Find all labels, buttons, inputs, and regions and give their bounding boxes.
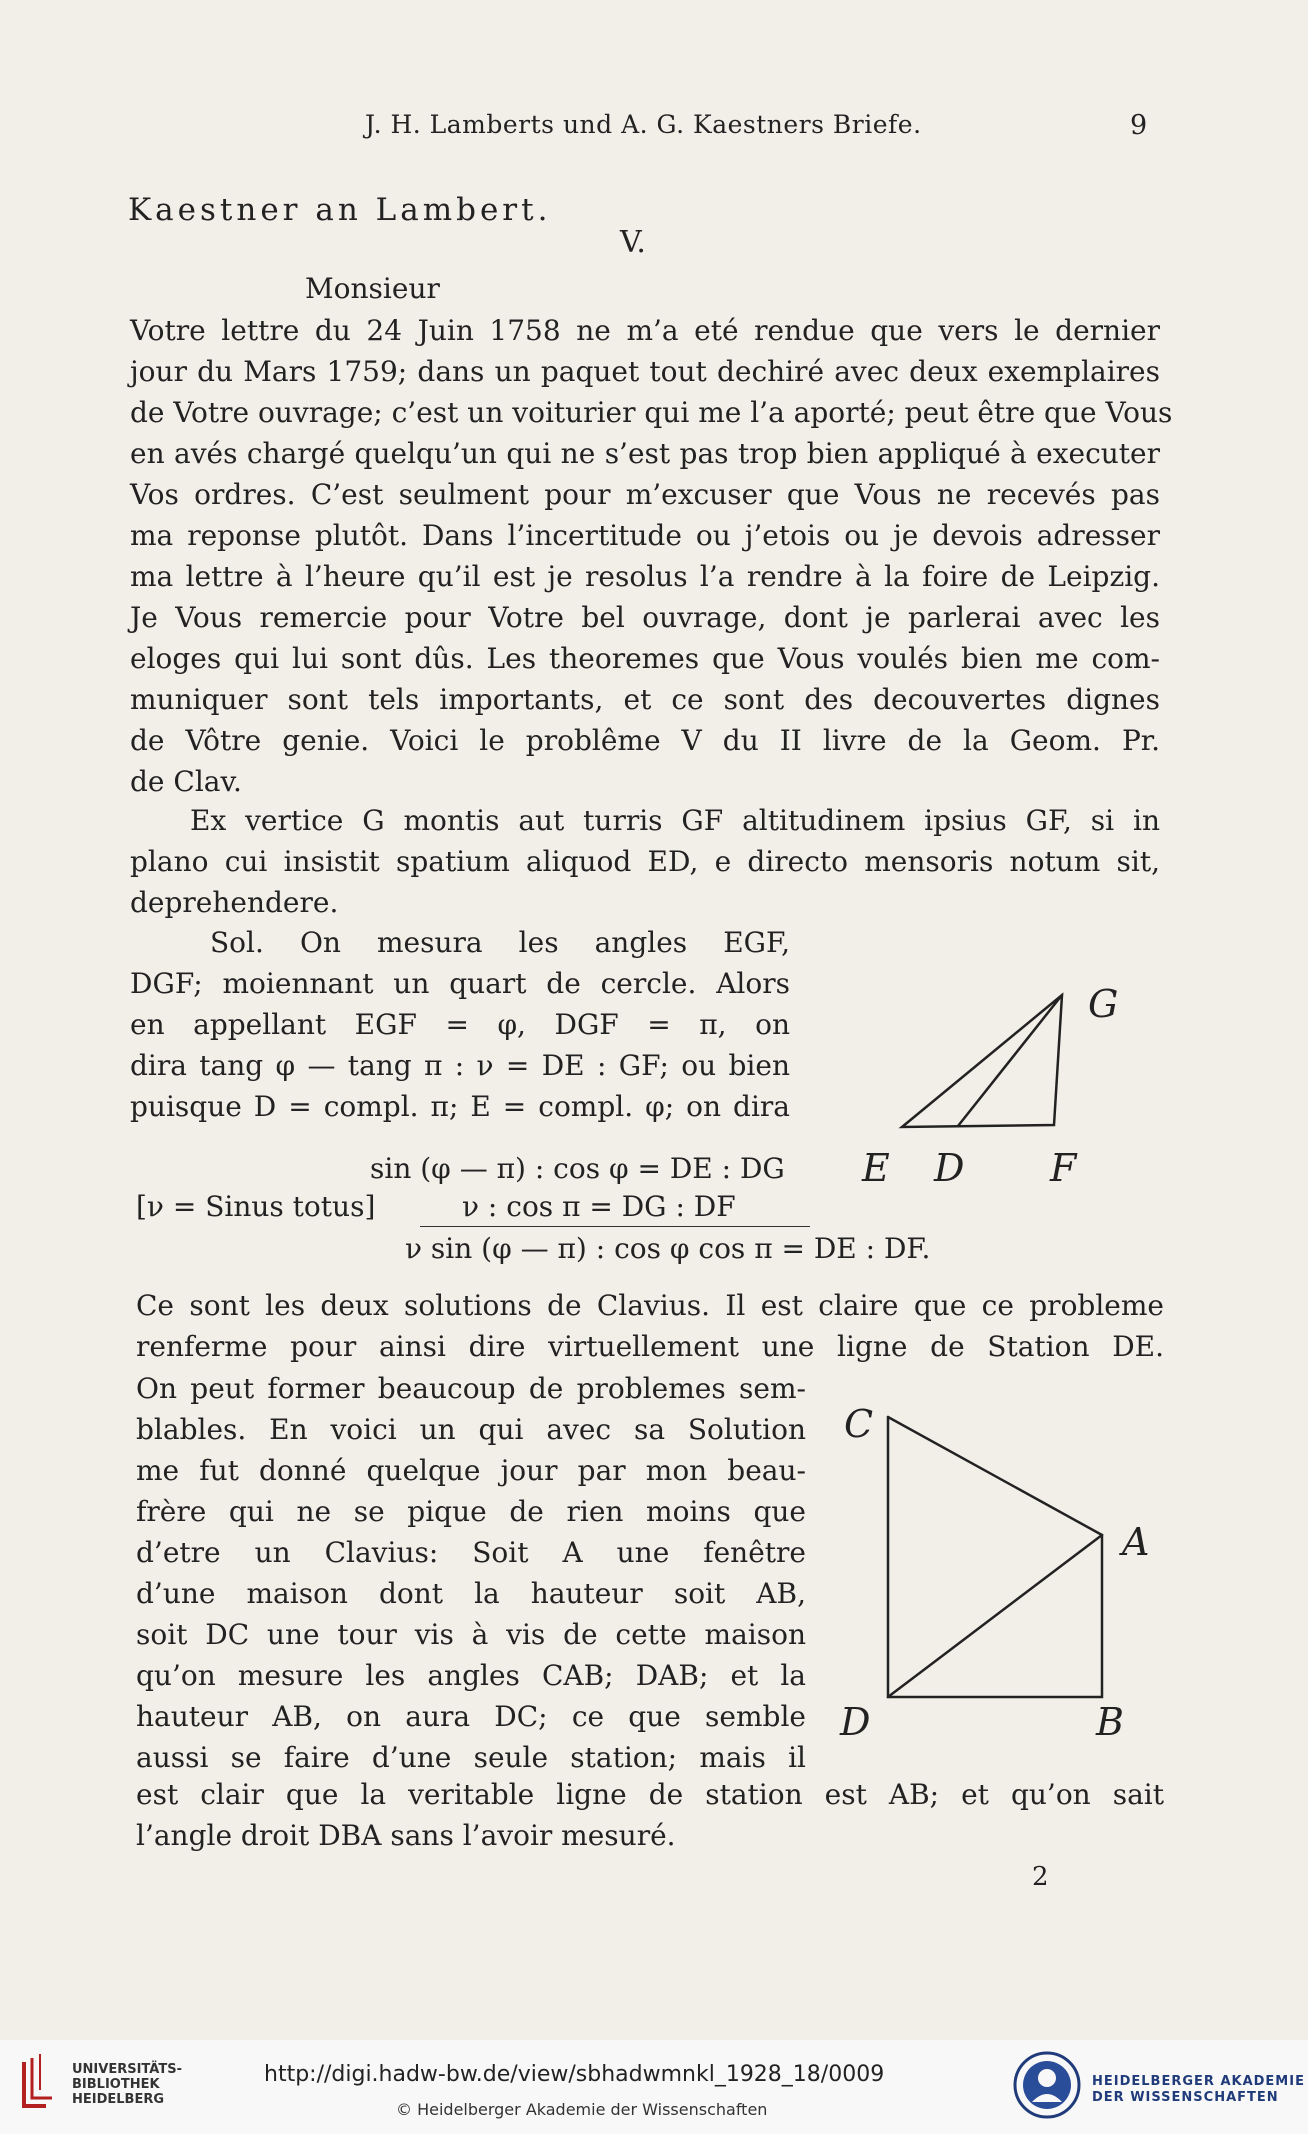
text-line: plano cui insistit spatium aliquod ED, e directo mensoris notum sit, bbox=[130, 845, 1160, 878]
label-e: E bbox=[862, 1146, 890, 1190]
academy-line: HEIDELBERGER AKADEMIE bbox=[1092, 2074, 1305, 2089]
paragraph-2 bbox=[130, 800, 1160, 923]
tower-figure-2 bbox=[830, 1395, 1170, 1755]
text-line: en appellant EGF = φ, DGF = π, on bbox=[130, 1008, 790, 1041]
permalink[interactable]: http://digi.hadw-bw.de/view/sbhadwmnkl_1928_18/0009 bbox=[264, 2062, 885, 2087]
running-title: J. H. Lamberts und A. G. Kaestners Briefe. bbox=[365, 110, 922, 139]
salutation: Monsieur bbox=[305, 272, 440, 305]
label-a: A bbox=[1122, 1520, 1150, 1564]
text-line: hauteur AB, on aura DC; ce que semble bbox=[136, 1700, 806, 1733]
tower-and-ground bbox=[888, 1417, 1102, 1697]
copyright: © Heidelberger Akademie der Wissenschaften bbox=[396, 2100, 768, 2119]
text-line: On peut former beaucoup de problemes sem- bbox=[136, 1372, 806, 1405]
text-line: me fut donné quelque jour par mon beau- bbox=[136, 1454, 806, 1487]
letter-number: V. bbox=[620, 225, 646, 260]
label-b: B bbox=[1096, 1700, 1124, 1744]
label-f: F bbox=[1050, 1146, 1077, 1190]
line-da bbox=[888, 1535, 1102, 1697]
academy-line: DER WISSENSCHAFTEN bbox=[1092, 2090, 1279, 2105]
text-line: d’une maison dont la hauteur soit AB, bbox=[136, 1577, 806, 1610]
text-line: puisque D = compl. π; E = compl. φ; on dira bbox=[130, 1090, 790, 1123]
label-d: D bbox=[840, 1700, 871, 1744]
academy-name bbox=[1092, 2074, 1305, 2106]
text-line: soit DC une tour vis à vis de cette maison bbox=[136, 1618, 806, 1651]
text-line: blables. En voici un qui avec sa Solution bbox=[136, 1413, 806, 1446]
footer-bar bbox=[0, 2040, 1308, 2134]
library-name bbox=[72, 2062, 182, 2107]
paragraph-3 bbox=[130, 922, 790, 1127]
formula-line-2: ν : cos π = DG : DF bbox=[462, 1190, 736, 1223]
formula-note: [ν = Sinus totus] bbox=[136, 1190, 376, 1223]
text-line: ma lettre à l’heure qu’il est je resolus l’a rendre à la foire de Leipzig. bbox=[130, 560, 1160, 593]
paragraph-4 bbox=[136, 1285, 1164, 1367]
label-d: D bbox=[934, 1146, 965, 1190]
outer-triangle bbox=[902, 995, 1062, 1127]
library-line: BIBLIOTHEK bbox=[72, 2077, 160, 2092]
text-line: Je Vous remercie pour Votre bel ouvrage, dont je parlerai avec les bbox=[130, 601, 1160, 634]
formula-rule bbox=[420, 1226, 810, 1227]
text-line: muniquer sont tels importants, et ce sont des decouvertes dignes bbox=[130, 683, 1160, 716]
paragraph-5 bbox=[136, 1368, 806, 1778]
text-line: l’angle droit DBA sans l’avoir mesuré. bbox=[136, 1819, 676, 1852]
text-line: de Votre ouvrage; c’est un voiturier qui me l’a aporté; peut être que Vous bbox=[130, 396, 1173, 429]
text-line: Sol. On mesura les angles EGF, bbox=[210, 926, 790, 959]
text-line: dira tang φ — tang π : ν = DE : GF; ou bien bbox=[130, 1049, 790, 1082]
text-line: en avés chargé quelqu’un qui ne s’est pas trop bien appliqué à executer bbox=[130, 437, 1160, 470]
text-line: frère qui ne se pique de rien moins que bbox=[136, 1495, 806, 1528]
library-logo-icon bbox=[16, 2054, 56, 2114]
inner-line bbox=[958, 995, 1062, 1126]
library-line: HEIDELBERG bbox=[72, 2092, 165, 2107]
letter-address: Kaestner an Lambert. bbox=[128, 192, 552, 228]
text-line: renferme pour ainsi dire virtuellement une ligne de Station DE. bbox=[136, 1330, 1164, 1363]
text-line: qu’on mesure les angles CAB; DAB; et la bbox=[136, 1659, 806, 1692]
signature-mark: 2 bbox=[1032, 1862, 1049, 1892]
formula-result: ν sin (φ — π) : cos φ cos π = DE : DF. bbox=[405, 1232, 931, 1265]
label-c: C bbox=[844, 1402, 874, 1446]
formula-line-1: sin (φ — π) : cos φ = DE : DG bbox=[370, 1152, 785, 1185]
text-line: aussi se faire d’une seule station; mais il bbox=[136, 1741, 806, 1774]
paragraph-1 bbox=[130, 310, 1173, 802]
text-line: jour du Mars 1759; dans un paquet tout dechiré avec deux exemplaires bbox=[130, 355, 1160, 388]
text-line: Votre lettre du 24 Juin 1758 ne m’a eté rendue que vers le dernier bbox=[130, 314, 1160, 347]
triangle-figure-1 bbox=[840, 975, 1140, 1205]
text-line: Ex vertice G montis aut turris GF altitudinem ipsius GF, si in bbox=[190, 804, 1160, 837]
text-line: est clair que la veritable ligne de station est AB; et qu’on sait bbox=[136, 1778, 1164, 1811]
text-line: DGF; moiennant un quart de cercle. Alors bbox=[130, 967, 790, 1000]
library-line: UNIVERSITÄTS- bbox=[72, 2062, 182, 2077]
page-number: 9 bbox=[1130, 110, 1148, 141]
text-line: eloges qui lui sont dûs. Les theoremes que Vous voulés bien me com- bbox=[130, 642, 1160, 675]
text-line: deprehendere. bbox=[130, 886, 339, 919]
academy-seal-icon bbox=[1012, 2050, 1082, 2120]
text-line: Ce sont les deux solutions de Clavius. Il est claire que ce probleme bbox=[136, 1289, 1164, 1322]
text-line: Vos ordres. C’est seulment pour m’excuser que Vous ne recevés pas bbox=[130, 478, 1160, 511]
line-ca bbox=[888, 1417, 1102, 1535]
text-line: d’etre un Clavius: Soit A une fenêtre bbox=[136, 1536, 806, 1569]
text-line: de Clav. bbox=[130, 765, 242, 798]
label-g: G bbox=[1088, 982, 1119, 1026]
paragraph-6 bbox=[136, 1774, 1164, 1856]
text-line: de Vôtre genie. Voici le problême V du II livre de la Geom. Pr. bbox=[130, 724, 1160, 757]
text-line: ma reponse plutôt. Dans l’incertitude ou j’etois ou je devois adresser bbox=[130, 519, 1160, 552]
